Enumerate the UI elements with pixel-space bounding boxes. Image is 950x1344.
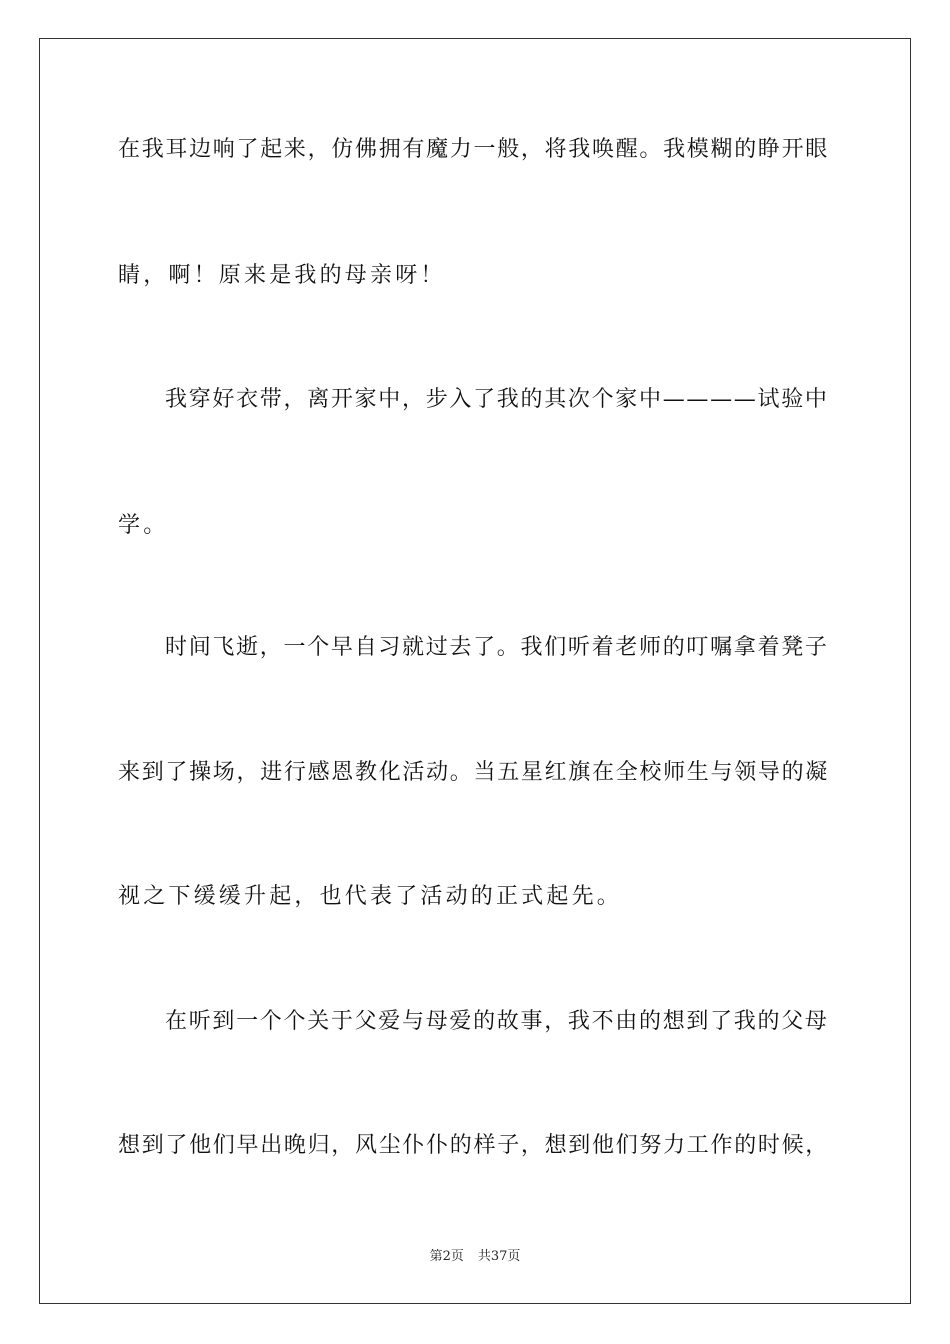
paragraph-line: 睛，啊！原来是我的母亲呀！ bbox=[118, 263, 446, 288]
paragraph-line: 学。 bbox=[118, 513, 169, 538]
paragraph-line: 我穿好衣带，离开家中，步入了我的其次个家中————试验中 bbox=[165, 387, 829, 412]
page-footer bbox=[0, 1248, 950, 1266]
page-border bbox=[39, 38, 911, 1304]
paragraph-line: 在听到一个个关于父爱与母爱的故事，我不由的想到了我的父母 bbox=[165, 1009, 829, 1034]
total-pages: 共37页 bbox=[477, 1249, 521, 1264]
paragraph-line: 想到了他们早出晚归，风尘仆仆的样子，想到他们努力工作的时候， bbox=[118, 1133, 830, 1158]
paragraph-line: 在我耳边响了起来，仿佛拥有魔力一般，将我唤醒。我模糊的睁开眼 bbox=[118, 137, 830, 162]
paragraph-line: 时间飞逝，一个早自习就过去了。我们听着老师的叮嘱拿着凳子 bbox=[165, 635, 829, 660]
paragraph-line: 视之下缓缓升起，也代表了活动的正式起先。 bbox=[118, 884, 623, 909]
page-number: 第2页 bbox=[429, 1249, 464, 1264]
paragraph-line: 来到了操场，进行感恩教化活动。当五星红旗在全校师生与领导的凝 bbox=[118, 760, 830, 785]
